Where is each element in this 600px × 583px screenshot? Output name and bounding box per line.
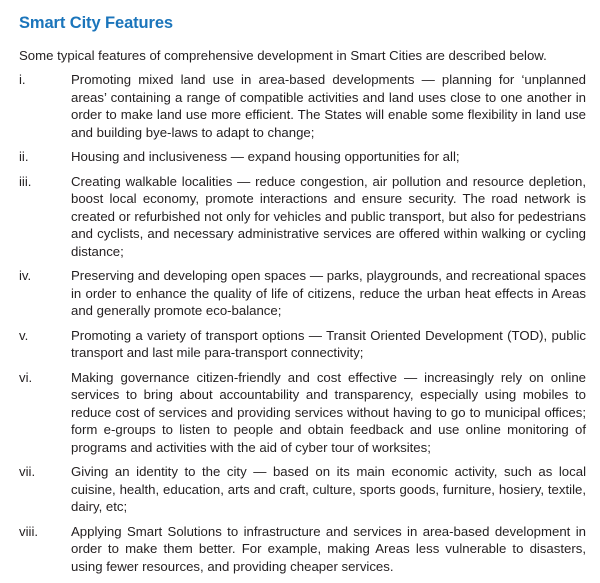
list-item	[19, 463, 586, 516]
list-item-text: Promoting mixed land use in area-based developments — planning for ‘unplanned areas’ containing a range of compatible activities and land uses close to one another in order to make land use more efficient. The States will enable some flexibility in land use and building bye-laws to adapt to change;	[71, 72, 586, 140]
list-item-text: Making governance citizen-friendly and cost effective — increasingly rely on online services to bring about accountability and transparency, especially using mobiles to reduce cost of services and providing services without having to go to municipal offices; form e-groups to listen to people and obtain feedback and use online monitoring of programs and activities with the aid of cyber tour of worksites;	[71, 369, 586, 455]
list-item	[19, 173, 586, 261]
list-item	[19, 267, 586, 320]
list-item	[19, 369, 586, 457]
list-numeral: iii.	[19, 173, 32, 189]
intro-paragraph: Some typical features of comprehensive development in Smart Cities are described below.	[19, 48, 547, 63]
list-item-text: Applying Smart Solutions to infrastructure and services in area-based development in order to make them better. For example, making Areas less vulnerable to disasters, using fewer resources, and providing cheaper services.	[71, 523, 586, 574]
list-numeral: iv.	[19, 268, 32, 283]
list-item	[19, 148, 586, 166]
list-item	[19, 523, 586, 576]
list-numeral: vii.	[19, 464, 36, 479]
list-item-text: Promoting a variety of transport options — Transit Oriented Development (TOD), public transport and last mile para-transport connectivity;	[71, 327, 586, 360]
list-numeral: i.	[19, 72, 26, 87]
list-item-text: Preserving and developing open spaces — parks, playgrounds, and recreational spaces in order to enhance the quality of life of citizens, reduce the urban heat effects in Areas and generally promote eco-balance;	[71, 268, 586, 318]
list-item	[19, 327, 586, 362]
list-numeral: v.	[19, 327, 29, 343]
features-list	[19, 71, 586, 575]
list-numeral: ii.	[19, 149, 29, 164]
section-title: Smart City Features	[19, 14, 173, 32]
list-item-text: Housing and inclusiveness — expand housing opportunities for all;	[71, 149, 460, 164]
list-item-text: Giving an identity to the city — based on its main economic activity, such as local cuisine, health, education, arts and craft, culture, sports goods, furniture, hosiery, textile, dairy, etc;	[71, 464, 586, 514]
list-numeral: viii.	[19, 523, 39, 539]
list-numeral: vi.	[19, 369, 33, 385]
list-item	[19, 71, 586, 141]
list-item-text: Creating walkable localities — reduce congestion, air pollution and resource depletion, boost local economy, promote interactions and ensure security. The road network is created or refurbished not only for vehicles and public transport, but also for pedestrians and cyclists, and necessary administrative services are offered within walking or cycling distance;	[71, 173, 586, 259]
